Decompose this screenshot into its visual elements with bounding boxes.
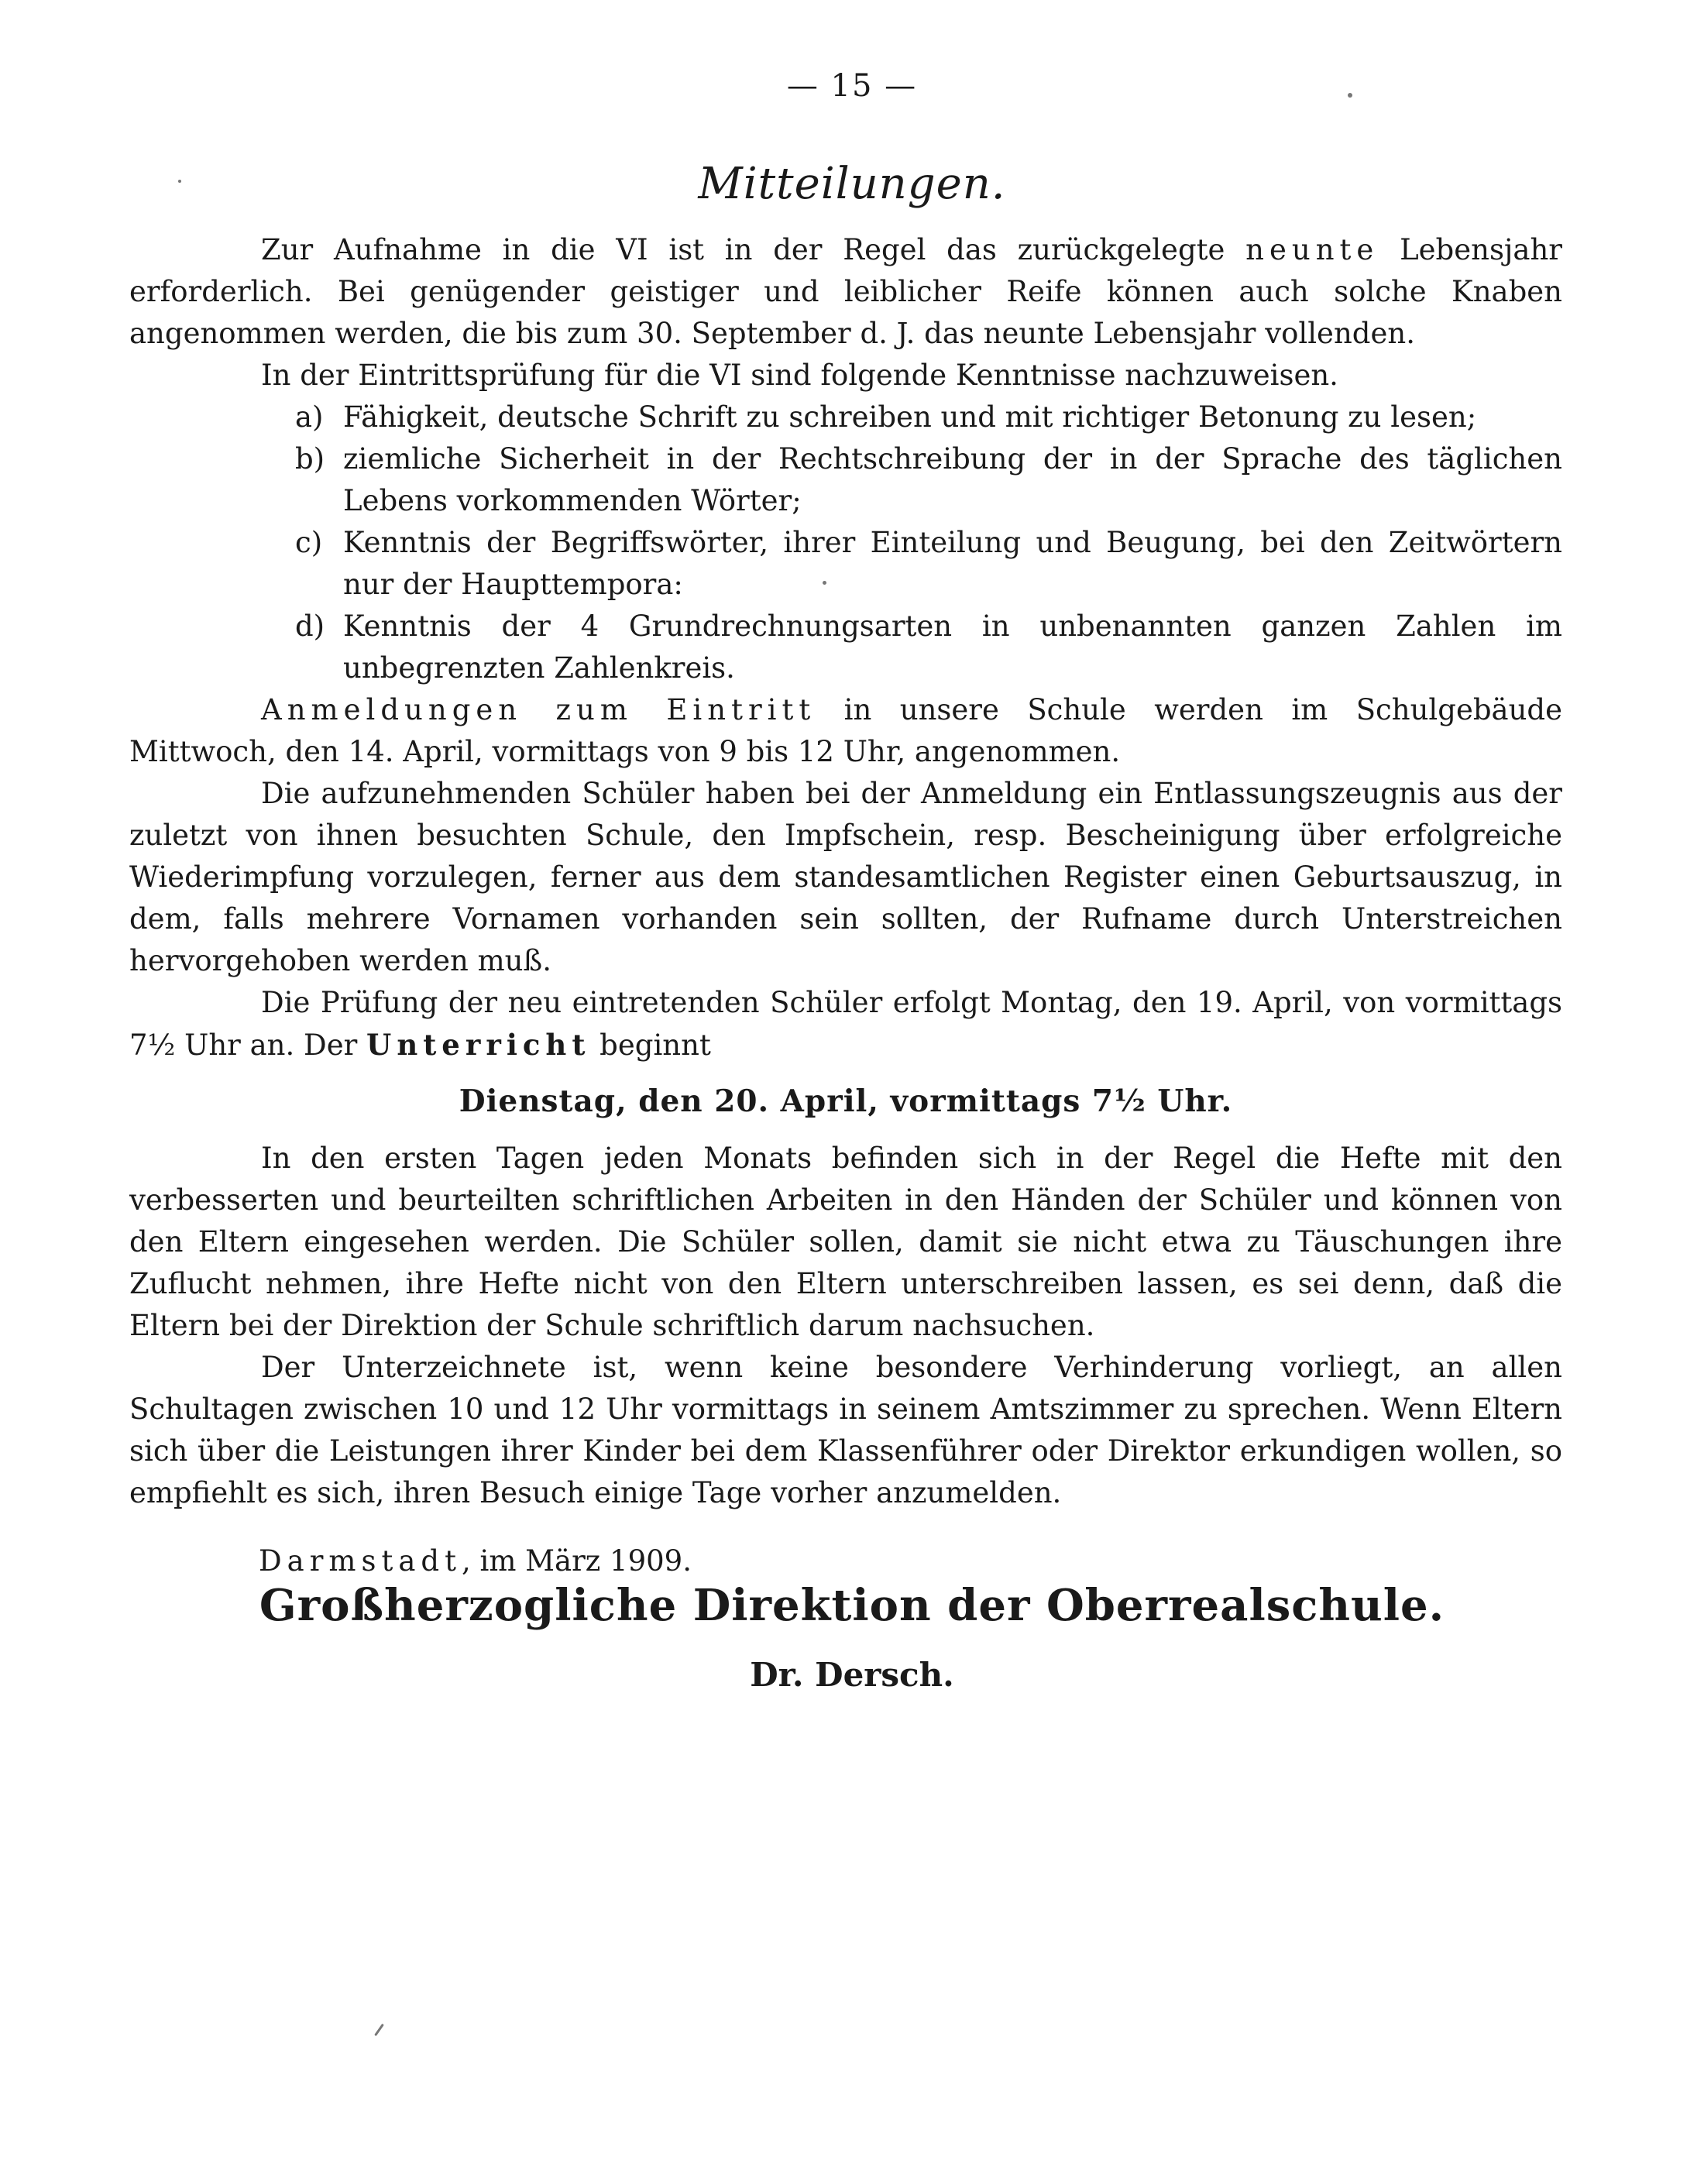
list-marker: a) <box>295 400 324 434</box>
list-marker: c) <box>295 526 323 559</box>
date-text: , im März 1909. <box>461 1544 692 1578</box>
list-marker: d) <box>295 610 325 643</box>
list-item-text: ziemliche Sicherheit in der Rechtschreibung der in der Sprache des täglichen Lebens vorkommenden Wörter; <box>343 442 1562 517</box>
list-item <box>129 397 1562 438</box>
paragraph-registration <box>129 689 1562 773</box>
signature-name: Dr. Dersch. <box>750 1656 954 1694</box>
list-item <box>129 606 1562 689</box>
paragraph-office-hours: Der Unterzeichnete ist, wenn keine besondere Verhinderung vorliegt, an allen Schultagen zwischen 10 und 12 Uhr vormittags in seinem Amtszimmer zu sprechen. Wenn Eltern sich über die Leistungen ihrer Kinder bei dem Klassenführer oder Direktor erkundigen wollen, so empfiehlt es sich, ihren Besuch einige Tage vorher anzumelden. <box>129 1351 1562 1509</box>
page-number: — 15 — <box>786 68 918 104</box>
paragraph-documents: Die aufzunehmenden Schüler haben bei der Anmeldung ein Entlassungszeugnis aus der zuletzt von ihnen besuchten Schule, den Impfschein, resp. Bescheinigung über erfolgreiche Wiederimpfung vorzulegen, ferner aus dem standesamtlichen Register einen Geburtsauszug, in dem, falls mehrere Vornamen vorhanden sein sollten, der Rufname durch Unterstreichen hervorgehoben werden muß. <box>129 777 1562 977</box>
paragraph-text: in unsere Schule werden im Schulgebäude Mittwoch, den 14. April, vormittags von 9 bis 12 Uhr, angenommen. <box>129 693 1562 768</box>
paragraph-entrance-exam: In der Eintrittsprüfung für die VI sind folgende Kenntnisse nachzuweisen. <box>261 359 1338 392</box>
paragraph-text: Zur Aufnahme in die VI ist in der Regel das zurückgelegte <box>261 233 1246 266</box>
scan-speck <box>1348 93 1352 98</box>
paragraph-exam-date <box>129 982 1562 1066</box>
list-item-text: Kenntnis der Begriffswörter, ihrer Einteilung und Beugung, bei den Zeitwörtern nur der Haupttempora: <box>343 526 1562 601</box>
scan-speck <box>178 180 181 183</box>
list-item-text: Fähigkeit, deutsche Schrift zu schreiben und mit richtiger Betonung zu lesen; <box>343 400 1477 434</box>
list-item <box>129 438 1562 522</box>
body-text <box>129 229 1562 1582</box>
emphasized-word: Unterricht <box>366 1028 591 1062</box>
place-and-date <box>129 1514 1562 1582</box>
emphasized-word: neunte <box>1245 233 1379 266</box>
emphasized-phrase: Anmeldungen zum Eintritt <box>261 693 816 726</box>
school-start-date: Dienstag, den 20. April, vormittags 7½ Uhr. <box>459 1083 1233 1119</box>
place-name: Darmstadt <box>259 1544 462 1578</box>
list-item <box>129 522 1562 606</box>
paragraph-text: beginnt <box>590 1028 711 1062</box>
scan-speck <box>823 581 826 585</box>
paragraph-homework-notebooks: In den ersten Tagen jeden Monats befinden sich in der Regel die Hefte mit den verbesserten und beurteilten schriftlichen Arbeiten in den Händen der Schüler und können von den Eltern eingesehen werden. Die Schüler sollen, damit sie nicht etwa zu Täuschungen ihre Zuflucht nehmen, ihre Hefte nicht von den Eltern unterschreiben lassen, es sei denn, daß die Eltern bei der Direktion der Schule schriftlich darum nachsuchen. <box>129 1142 1562 1342</box>
paragraph-text: Die Prüfung der neu eintretenden Schüler erfolgt Montag, den 19. April, von vormittags 7½ Uhr an. Der <box>129 986 1562 1062</box>
page-title: Mitteilungen. <box>698 159 1006 209</box>
list-item-text: Kenntnis der 4 Grundrechnungsarten in unbenannten ganzen Zahlen im unbegrenzten Zahlenkreis. <box>343 610 1562 685</box>
signature-organization: Großherzogliche Direktion der Oberrealschule. <box>259 1580 1445 1631</box>
scan-speck <box>374 2024 384 2036</box>
list-marker: b) <box>295 442 325 476</box>
paragraph-text: Lebensjahr erforderlich. Bei genügender geistiger und leiblicher Reife können auch solche Knaben angenommen werden, die bis zum 30. September d. J. das neunte Lebensjahr vollenden. <box>129 233 1562 350</box>
paragraph-admission-age <box>129 229 1562 355</box>
requirements-list <box>129 397 1562 689</box>
